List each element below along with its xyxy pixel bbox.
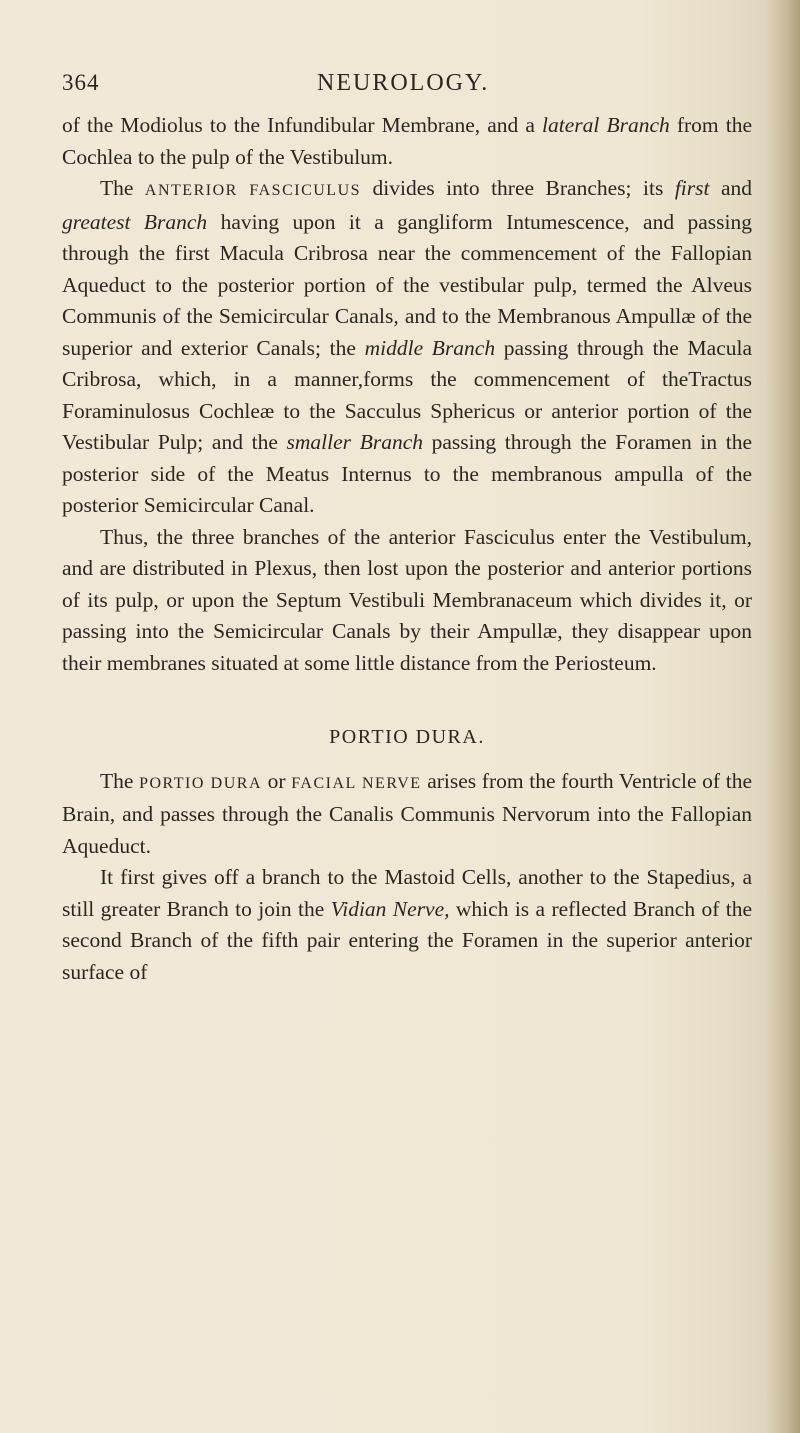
small-caps-run: PORTIO DURA: [139, 774, 263, 792]
body-text: [62, 110, 752, 988]
page-edge-shadow: [766, 0, 800, 1433]
italic-run: first: [674, 176, 710, 200]
text-run: The: [100, 768, 140, 793]
page-header: [62, 70, 742, 106]
text-run: arises from the fourth Ventricle of the Brain, and passes through the Canalis Communis Nervorum into the Fallopian Aqueduct.: [62, 768, 753, 858]
italic-run: lateral Branch: [542, 113, 670, 137]
text-run: which is a reflected Branch of the second Branch of the fifth pair entering the Foramen in the superior anterior surface of: [62, 896, 753, 984]
text-run: It first gives off a branch to the Mastoid Cells, another to the Stapedius, a still greater Branch to join the: [62, 865, 752, 921]
text-run: The: [100, 176, 145, 200]
text-run: of the Modiolus to the Infundibular Membrane, and a: [62, 113, 543, 137]
text-run: or: [262, 768, 292, 793]
paragraph-1: [62, 110, 752, 173]
text-run: having upon it a gangliform Intumescence, and passing through the first Macula Cribrosa near the commencement of the Fallopian Aqueduct to the posterior portion of the vestibular pulp, termed the Alveus Communis of the Semicircular Canals, and to the Membranous Ampullæ of the superior and exterior Canals; the: [62, 209, 752, 360]
text-run: from the Cochlea to the pulp of the Vestibulum.: [62, 113, 753, 169]
small-caps-run: ANTERIOR FASCICULUS: [144, 182, 362, 199]
italic-run: middle Branch: [364, 335, 496, 360]
text-run: divides into three Branches; its: [361, 176, 675, 200]
italic-run: Vidian Nerve,: [330, 896, 450, 921]
section-heading: PORTIO DURA.: [329, 726, 485, 748]
paragraph-4: [62, 766, 752, 863]
running-head: NEUROLOGY.: [317, 70, 490, 96]
paragraph-5: [62, 862, 752, 988]
paragraph-2: [62, 173, 752, 522]
text-run: passing through the Macula Cribrosa, which, in a manner,forms the commencement of theTractus Foraminulosus Cochleæ to the Sacculus Sphericus or anterior portion of the Vestibular Pulp; and the: [62, 335, 753, 454]
text-run: passing through the Foramen in the posterior side of the Meatus Internus to the membranous ampulla of the posterior Semicircular Canal.: [62, 430, 752, 517]
text-run: and: [709, 176, 753, 200]
text-run: Thus, the three branches of the anterior Fasciculus enter the Vestibulum, and are distributed in Plexus, then lost upon the posterior and anterior portions of its pulp, or upon the Septum Vestibuli Membranaceum which divides it, or passing into the Semicircular Canals by their Ampullæ, they disappear upon their membranes situated at some little distance from the Periosteum.: [62, 524, 752, 675]
italic-run: greatest Branch: [62, 209, 208, 234]
page-number: 364: [62, 70, 100, 95]
small-caps-run: FACIAL NERVE: [291, 774, 422, 792]
italic-run: smaller Branch: [286, 430, 423, 454]
paragraph-3: [62, 522, 752, 680]
